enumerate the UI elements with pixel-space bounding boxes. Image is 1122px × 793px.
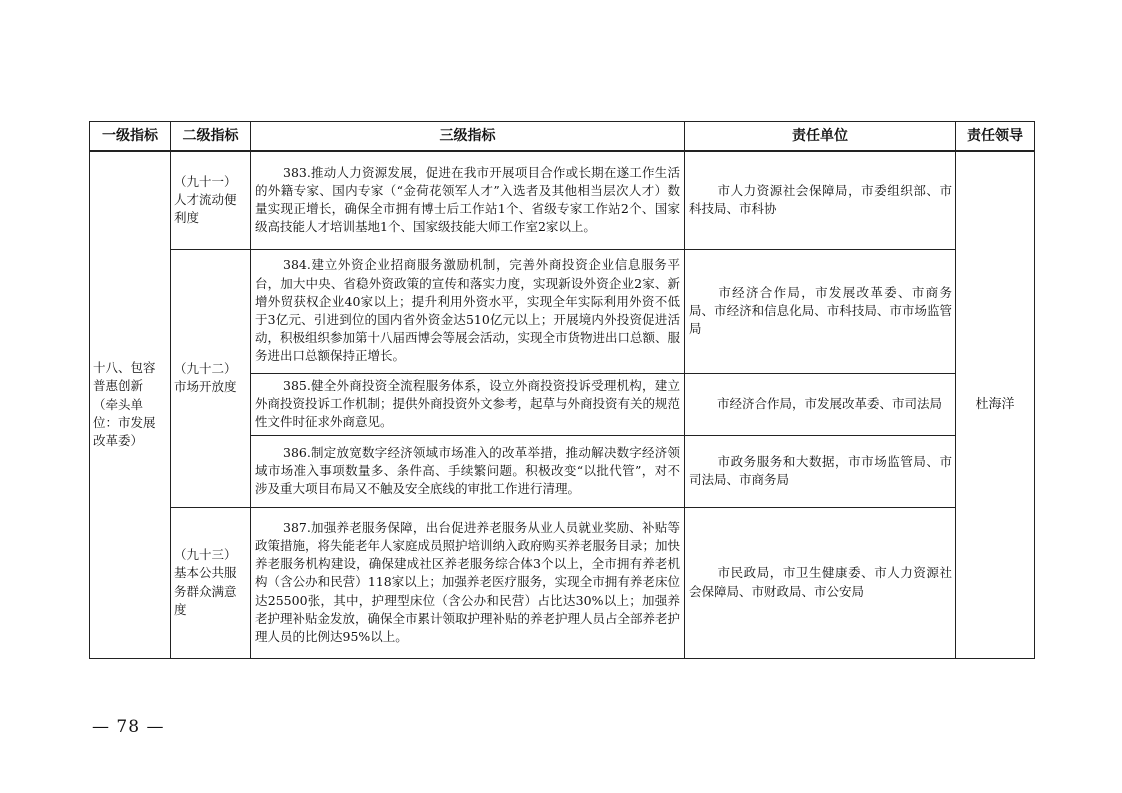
indicator-table — [89, 121, 1035, 659]
table-row — [90, 151, 1035, 249]
level2-indicator: （九十二）市场开放度 — [171, 249, 251, 507]
responsible-unit: 市政务服务和大数据，市市场监管局、市司法局、市商务局 — [685, 435, 956, 507]
header-responsible-leader: 责任领导 — [956, 122, 1035, 152]
table-row — [90, 249, 1035, 373]
page-number: — 78 — — [92, 717, 165, 737]
level3-indicator: 386.制定放宽数字经济领域市场准入的改革举措，推动解决数字经济领域市场准入事项数量多、条件高、手续繁问题。积极改变“以批代管”，对不涉及重大项目布局又不触及安全底线的审批工作进行清理。 — [251, 435, 685, 507]
header-level3: 三级指标 — [251, 122, 685, 152]
table-header-row — [90, 122, 1035, 152]
responsible-unit: 市人力资源社会保障局，市委组织部、市科技局、市科协 — [685, 151, 956, 249]
responsible-unit: 市经济合作局，市发展改革委、市商务局、市经济和信息化局、市科技局、市市场监管局 — [685, 249, 956, 373]
level3-indicator: 383.推动人力资源发展，促进在我市开展项目合作或长期在遂工作生活的外籍专家、国内专家（“金荷花领军人才”入选者及其他相当层次人才）数量实现正增长，确保全市拥有博士后工作站1个、省级专家工作站2个、国家级高技能人才培训基地1个、国家级技能大师工作室2家以上。 — [251, 151, 685, 249]
table-row — [90, 507, 1035, 658]
level3-indicator: 384.建立外资企业招商服务激励机制，完善外商投资企业信息服务平台，加大中央、省稳外资政策的宣传和落实力度，实现新设外资企业2家、新增外贸获权企业40家以上；提升利用外资水平，实现全年实际利用外资不低于3亿元、引进到位的国内省外资金达510亿元以上；开展境内外投资促进活动，积极组织参加第十八届西博会等展会活动，实现全市货物进出口总额、服务进出口总额保持正增长。 — [251, 249, 685, 373]
responsible-unit: 市民政局，市卫生健康委、市人力资源社会保障局、市财政局、市公安局 — [685, 507, 956, 658]
responsible-unit: 市经济合作局，市发展改革委、市司法局 — [685, 373, 956, 435]
header-level2: 二级指标 — [171, 122, 251, 152]
responsible-leader: 杜海洋 — [956, 151, 1035, 658]
level2-indicator: （九十一）人才流动便利度 — [171, 151, 251, 249]
level3-indicator: 385.健全外商投资全流程服务体系，设立外商投资投诉受理机构，建立外商投资投诉工作机制；提供外商投资外文参考，起草与外商投资有关的规范性文件时征求外商意见。 — [251, 373, 685, 435]
level2-indicator: （九十三）基本公共服务群众满意度 — [171, 507, 251, 658]
level3-indicator: 387.加强养老服务保障，出台促进养老服务从业人员就业奖励、补贴等政策措施，将失能老年人家庭成员照护培训纳入政府购买养老服务目录；加快养老服务机构建设，确保建成社区养老服务综合体3个以上，全市拥有养老机构（含公办和民营）118家以上；加强养老医疗服务，实现全市拥有养老床位达25500张，其中，护理型床位（含公办和民营）占比达30%以上；加强养老护理补贴金发放，确保全市累计领取护理补贴的养老护理人员占全部养老护理人员的比例达95%以上。 — [251, 507, 685, 658]
header-level1: 一级指标 — [90, 122, 171, 152]
header-responsible-unit: 责任单位 — [685, 122, 956, 152]
level1-indicator: 十八、包容普惠创新（牵头单位：市发展改革委） — [90, 151, 171, 658]
